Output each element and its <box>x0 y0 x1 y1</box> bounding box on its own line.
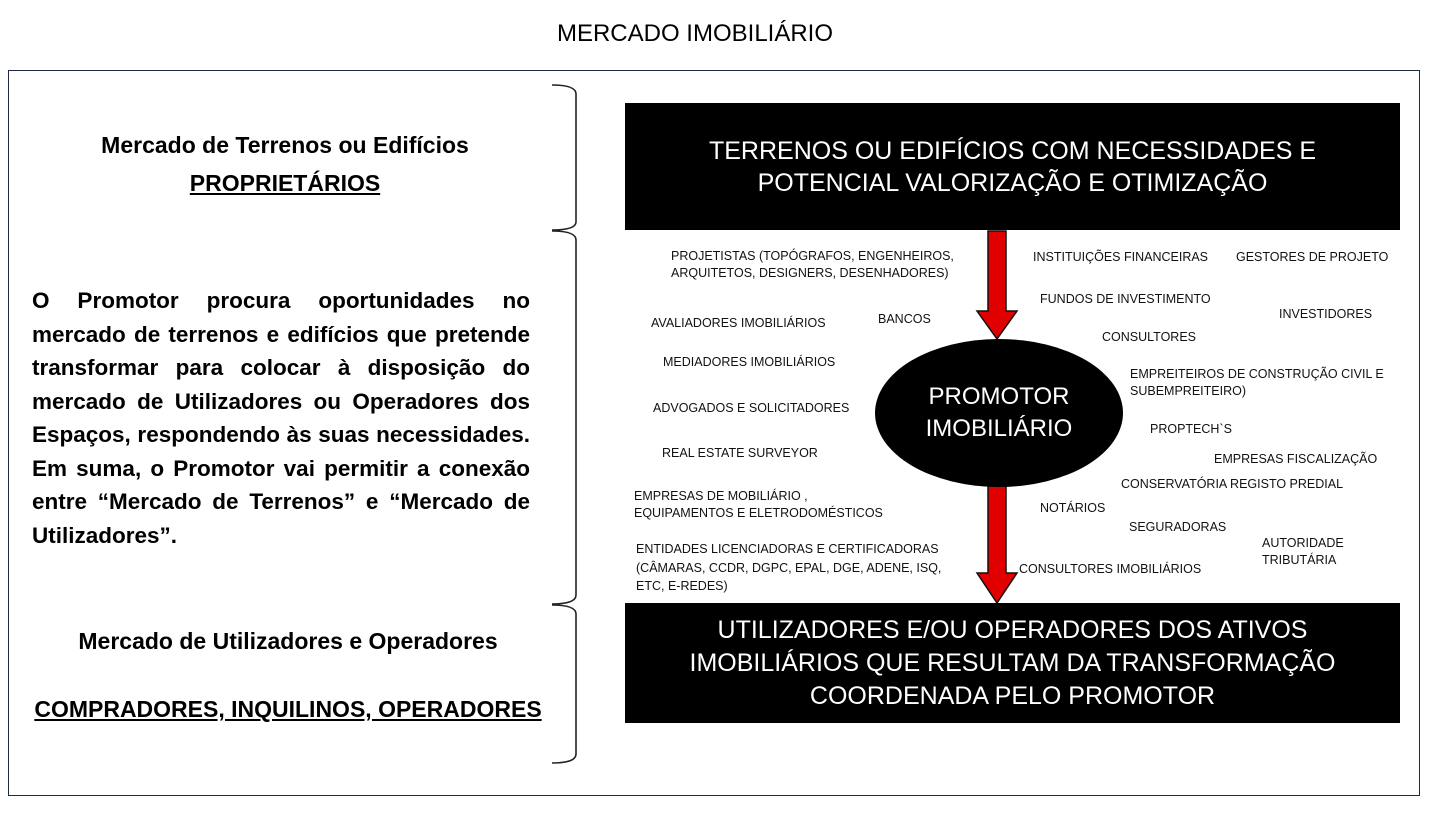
actor-empreiteiros-line1: EMPREITEIROS DE CONSTRUÇÃO CIVIL E <box>1130 367 1384 381</box>
actor-mobiliario-line2: EQUIPAMENTOS E ELETRODOMÉSTICOS <box>634 506 883 520</box>
actor-proptech: PROPTECH`S <box>1150 422 1232 436</box>
actor-mediadores: MEDIADORES IMOBILIÁRIOS <box>663 355 836 369</box>
actor-autoridade-line2: TRIBUTÁRIA <box>1262 553 1337 567</box>
actor-licenciadoras-line1: ENTIDADES LICENCIADORAS E CERTIFICADORAS <box>636 542 939 556</box>
terrenos-box: TERRENOS OU EDIFÍCIOS COM NECESSIDADES E POTENCIAL VALORIZAÇÃO E OTIMIZAÇÃO <box>625 103 1400 230</box>
brace-terrenos <box>552 85 576 230</box>
actor-notarios: NOTÁRIOS <box>1040 501 1106 515</box>
terrenos-market-title: Mercado de Terrenos ou Edifícios <box>101 132 469 158</box>
utilizadores-market-subtitle: COMPRADORES, INQUILINOS, OPERADORES <box>34 696 542 722</box>
arrow-promotor-to-utilizadores <box>977 486 1017 603</box>
brace-utilizadores <box>552 605 576 763</box>
actor-fiscalizacao: EMPRESAS FISCALIZAÇÃO <box>1214 452 1378 466</box>
terrenos-market-subtitle: PROPRIETÁRIOS <box>189 170 381 196</box>
actor-avaliadores: AVALIADORES IMOBILIÁRIOS <box>651 316 826 330</box>
promotor-diagram <box>625 103 1400 723</box>
utilizadores-market-title: Mercado de Utilizadores e Operadores <box>78 628 498 654</box>
actor-conservatoria: CONSERVATÓRIA REGISTO PREDIAL <box>1121 477 1344 491</box>
actor-instituicoes: INSTITUIÇÕES FINANCEIRAS <box>1033 250 1209 264</box>
actor-licenciadoras-line3: ETC, E-REDES) <box>636 579 728 593</box>
actor-mobiliario-line1: EMPRESAS DE MOBILIÁRIO , <box>634 489 808 503</box>
actor-empreiteiros-line2: SUBEMPREITEIRO) <box>1130 384 1246 398</box>
actor-advogados: ADVOGADOS E SOLICITADORES <box>653 401 850 415</box>
actor-licenciadoras-line2: (CÂMARAS, CCDR, DGPC, EPAL, DGE, ADENE, ISQ, <box>636 560 942 575</box>
actor-autoridade <box>1262 535 1344 569</box>
actor-projetistas-line2: ARQUITETOS, DESIGNERS, DESENHADORES) <box>671 266 949 280</box>
actor-licenciadoras <box>636 540 941 596</box>
arrow-top-to-promotor <box>977 231 1017 339</box>
actor-projetistas <box>671 248 954 282</box>
section-braces <box>548 80 588 770</box>
terrenos-market-block <box>40 126 530 202</box>
actor-fundos: FUNDOS DE INVESTIMENTO <box>1040 292 1211 306</box>
promotor-ellipse: PROMOTOR IMOBILIÁRIO <box>875 339 1123 487</box>
actor-bancos: BANCOS <box>878 312 931 326</box>
actor-mobiliario <box>634 488 883 522</box>
actor-autoridade-line1: AUTORIDADE <box>1262 536 1344 550</box>
actor-projetistas-line1: PROJETISTAS (TOPÓGRAFOS, ENGENHEIROS, <box>671 249 954 263</box>
utilizadores-box: UTILIZADORES E/OU OPERADORES DOS ATIVOS IMOBILIÁRIOS QUE RESULTAM DA TRANSFORMAÇÃO COORDENADA PELO PROMOTOR <box>625 603 1400 723</box>
actor-seguradoras: SEGURADORAS <box>1129 520 1227 534</box>
actor-investidores: INVESTIDORES <box>1279 307 1373 321</box>
brace-promotor <box>552 231 576 604</box>
actor-gestores: GESTORES DE PROJETO <box>1236 250 1389 264</box>
actor-empreiteiros <box>1130 366 1384 400</box>
page-title: MERCADO IMOBILIÁRIO <box>556 20 834 47</box>
actor-surveyor: REAL ESTATE SURVEYOR <box>662 446 818 460</box>
actor-consultores-imobiliarios: CONSULTORES IMOBILIÁRIOS <box>1019 562 1202 576</box>
actor-consultores: CONSULTORES <box>1102 330 1197 344</box>
promotor-description: O Promotor procura oportunidades no mercado de terrenos e edifícios que pretende transformar para colocar à disposição do mercado de Utilizadores ou Operadores dos Espaços, respondendo às suas necessidades. Em suma, o Promotor vai permitir a conexão entre “Mercado de Terrenos” e “Mercado de Utilizadores”. <box>32 288 530 548</box>
